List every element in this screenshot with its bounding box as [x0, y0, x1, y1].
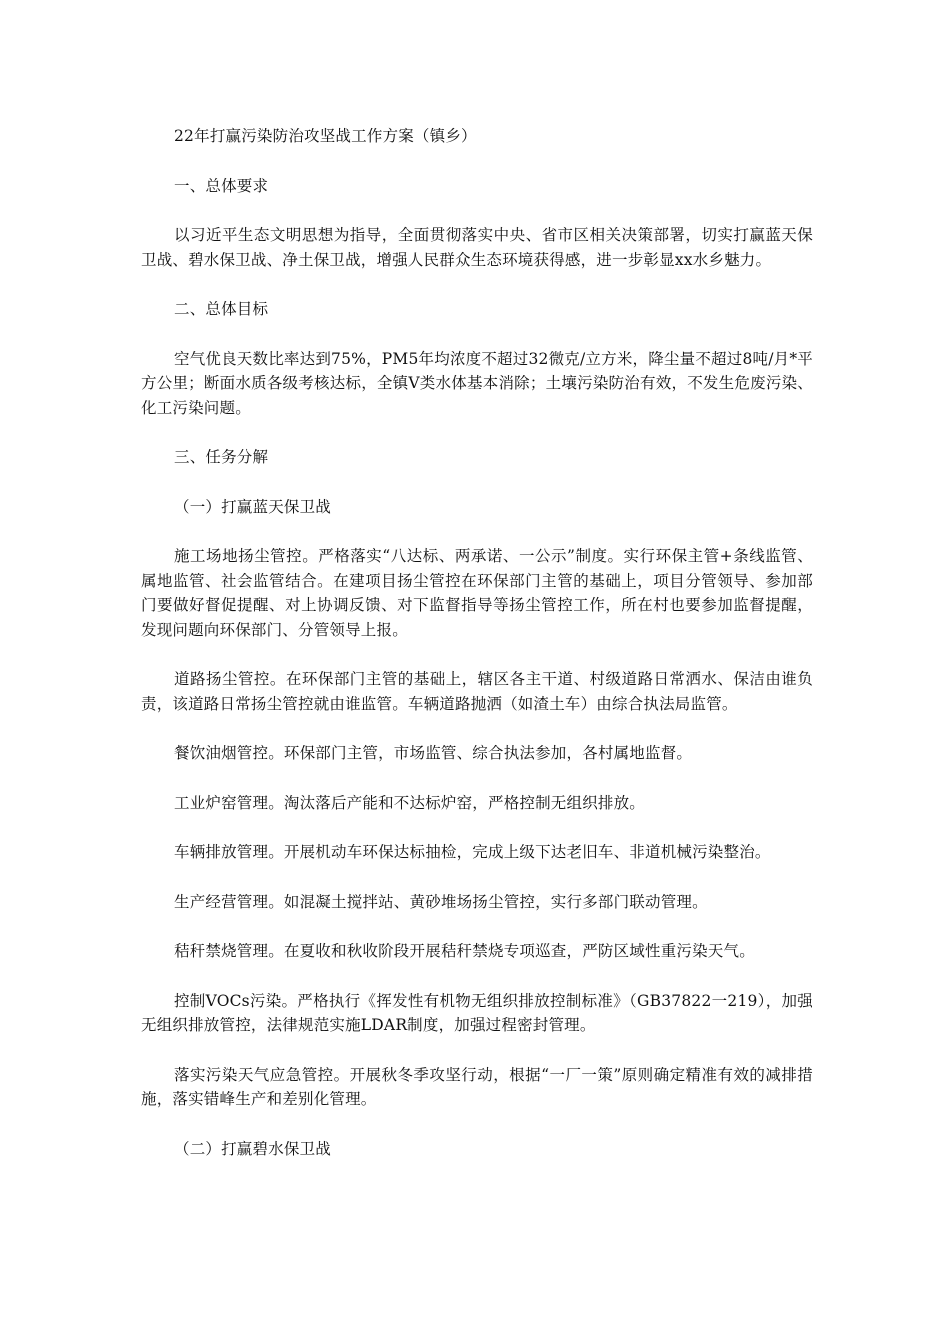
list-item: 生产经营管理。如混凝土搅拌站、黄砂堆场扬尘管控，实行多部门联动管理。 — [174, 892, 708, 911]
subsection-heading-clear-water: （二）打赢碧水保卫战 — [174, 1139, 332, 1158]
section-heading-task-breakdown: 三、任务分解 — [174, 448, 269, 466]
section-body-general-requirements: 以习近平生态文明思想为指导，全面贯彻落实中央、省市区相关决策部署，切实打赢蓝天保卫战、碧水保卫战、净土保卫战，增强人民群众生态环境获得感，进一步彰显xx水乡魅力。 — [141, 226, 813, 269]
list-item: 工业炉窑管理。淘汰落后产能和不达标炉窑，严格控制无组织排放。 — [174, 793, 646, 812]
list-item: 道路扬尘管控。在环保部门主管的基础上，辖区各主干道、村级道路日常洒水、保洁由谁负责，该道路日常扬尘管控就由谁监管。车辆道路抛洒（如渣土车）由综合执法局监管。 — [141, 670, 813, 713]
list-item: 控制VOCs污染。严格执行《挥发性有机物无组织排放控制标准》（GB37822一219），加强无组织排放管控，法律规范实施LDAR制度，加强过程密封管理。 — [141, 991, 813, 1034]
list-item: 秸秆禁烧管理。在夏收和秋收阶段开展秸秆禁烧专项巡查，严防区域性重污染天气。 — [174, 942, 755, 960]
list-item: 车辆排放管理。开展机动车环保达标抽检，完成上级下达老旧车、非道机械污染整治。 — [174, 843, 771, 861]
list-item: 落实污染天气应急管控。开展秋冬季攻坚行动，根据“一厂一策”原则确定精准有效的减排措施，落实错峰生产和差别化管理。 — [141, 1065, 813, 1108]
section-body-overall-goals: 空气优良天数比率达到75%，PM5年均浓度不超过32微克/立方米，降尘量不超过8吨/月*平方公里；断面水质各级考核达标，全镇Ⅴ类水体基本消除；土壤污染防治有效，不发生危废污染、化工污染问题。 — [141, 349, 813, 417]
section-heading-overall-goals: 二、总体目标 — [174, 300, 269, 318]
section-heading-general-requirements: 一、总体要求 — [174, 176, 269, 195]
document-body — [141, 124, 813, 1186]
list-item: 餐饮油烟管控。环保部门主管，市场监管、综合执法参加，各村属地监督。 — [174, 744, 693, 762]
document-title: 22年打赢污染防治攻坚战工作方案（镇乡） — [174, 127, 477, 145]
list-item: 施工场地扬尘管控。严格落实“八达标、两承诺、一公示”制度。实行环保主管+条线监管、属地监管、社会监管结合。在建项目扬尘管控在环保部门主管的基础上，项目分管领导、参加部门要做好督促提醒、对上协调反馈、对下监督指导等扬尘管控工作，所在村也要参加监督提醒，发现问题向环保部门、分管领导上报。 — [141, 547, 813, 639]
subsection-heading-blue-sky: （一）打赢蓝天保卫战 — [174, 497, 332, 516]
